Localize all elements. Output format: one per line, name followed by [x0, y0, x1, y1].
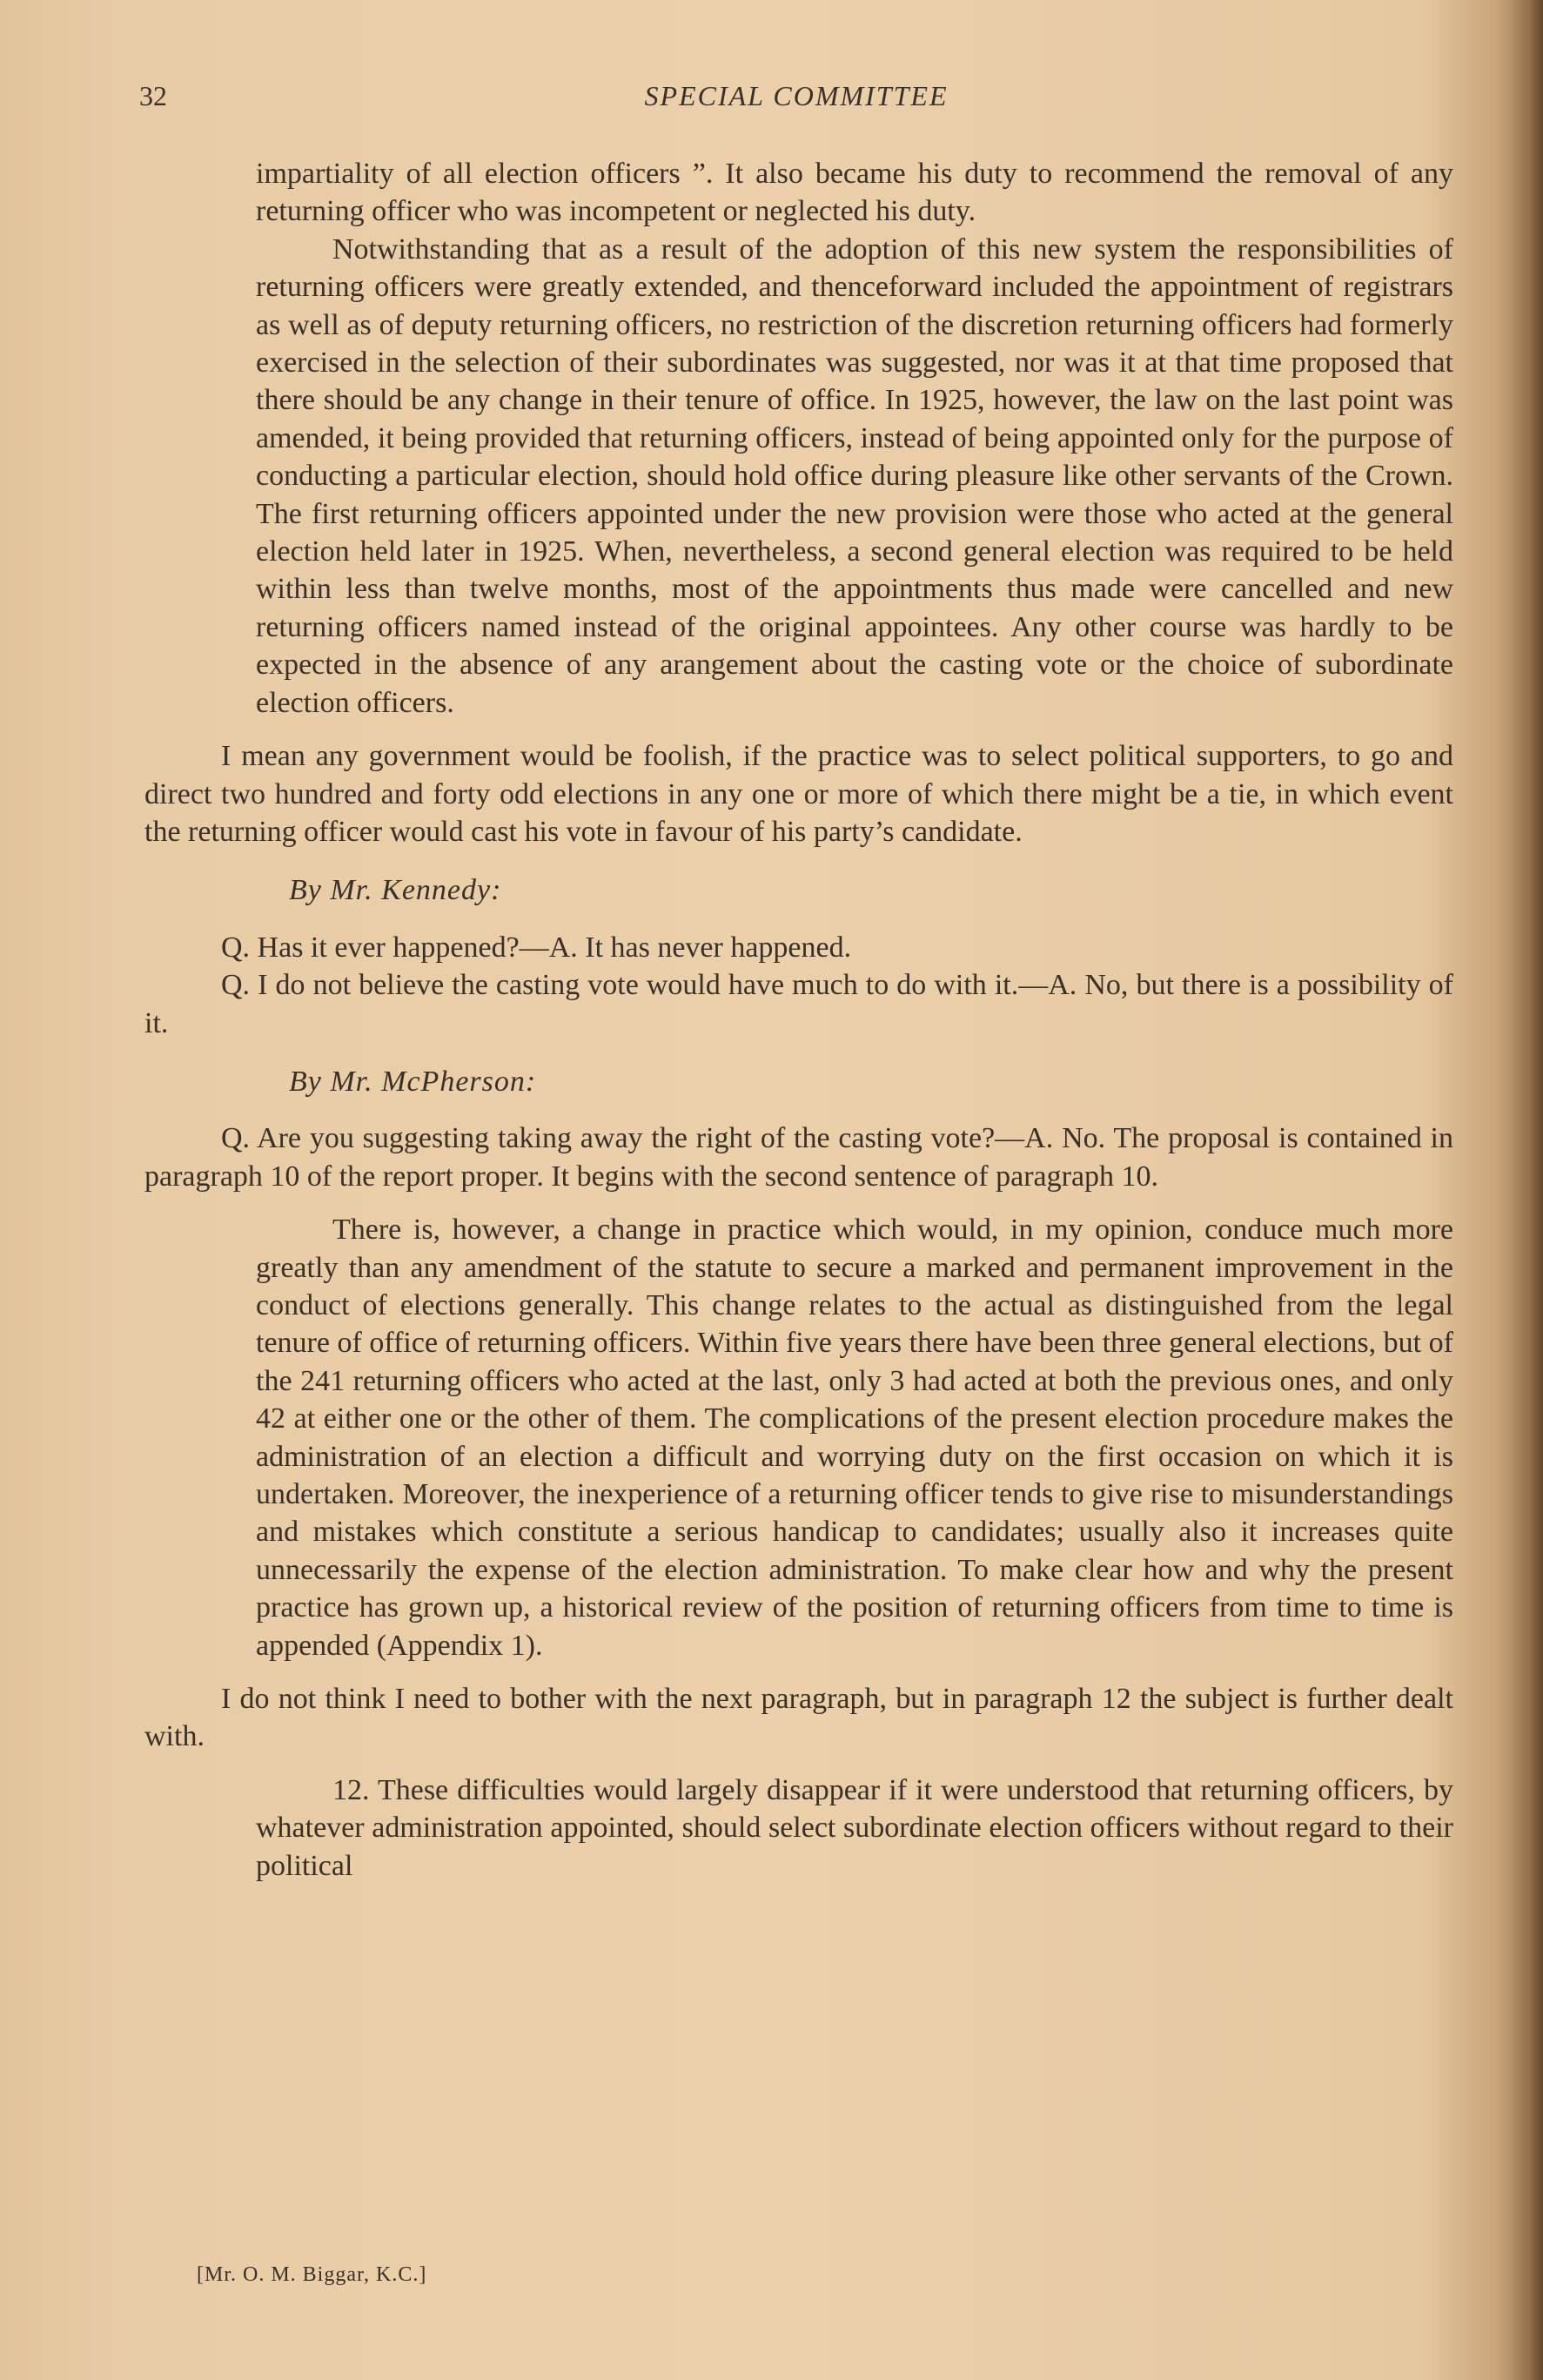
question-answer: Q. I do not believe the casting vote would have much to do with it.—A. No, but there is a possibility of it.: [144, 969, 1453, 1039]
quoted-paragraph: Notwithstanding that as a result of the adoption of this new system the responsibilities of returning officers were greatly extended, and thenceforward included the appointment of registrars as well as of deputy returning officers, no restriction of the discretion returning officers had formerly exercised in the selection of their subordinates was suggested, nor was it at that time proposed that there should be any change in their tenure of office. In 1925, however, the law on the last point was amended, it being provided that returning officers, instead of being appointed only for the purpose of conducting a particular election, should hold office during pleasure like other servants of the Crown. The first returning officers appointed under the new provision were those who acted at the general election held later in 1925. When, nevertheless, a second general election was required to be held within less than twelve months, most of the appointments thus made were cancelled and new returning officers named instead of the original appointees. Any other course was hardly to be expected in the absence of any arangement about the casting vote or the choice of subordinate election officers.: [256, 232, 1453, 719]
quoted-paragraph: 12. These difficulties would largely disappear if it were understood that returning officers, by whatever administration appointed, should select subordinate election officers without regard to their political: [256, 1773, 1453, 1882]
running-head: SPECIAL COMMITTEE: [644, 80, 949, 111]
page-edge-shadow: [1512, 0, 1543, 2380]
speaker-heading: By Mr. McPherson:: [289, 1065, 537, 1098]
question-answer: Q. Are you suggesting taking away the right of the casting vote?—A. No. The proposal is contained in paragraph 10 of the report proper. It begins with the second sentence of paragraph 10.: [144, 1122, 1453, 1193]
page-footer-speaker: [Mr. O. M. Biggar, K.C.]: [197, 2263, 427, 2286]
question-answer: Q. Has it ever happened?—A. It has never happened.: [221, 931, 852, 964]
testimony-paragraph: I do not think I need to bother with the next paragraph, but in paragraph 12 the subject is further dealt with.: [144, 1683, 1453, 1753]
page-header: [139, 80, 1453, 124]
page-body: [144, 155, 1453, 1885]
page-number: 32: [139, 80, 167, 111]
quoted-paragraph: There is, however, a change in practice which would, in my opinion, conduce much more greatly than any amendment of the statute to secure a marked and permanent improvement in the conduct of elections generally. This change relates to the actual as distinguished from the legal tenure of office of returning officers. Within five years there have been three general elections, but of the 241 returning officers who acted at the last, only 3 had acted at both the previous ones, and only 42 at either one or the other of them. The complications of the present election procedure makes the administration of an election a difficult and worrying duty on the first occasion on which it is undertaken. Moreover, the inexperience of a returning officer tends to give rise to misunderstandings and mistakes which constitute a serious handicap to candidates; usually also it increases quite unnecessarily the expense of the election administration. To make clear how and why the present practice has grown up, a historical review of the position of returning officers from time to time is appended (Appendix 1).: [256, 1214, 1453, 1662]
quoted-paragraph-continuation: impartiality of all election officers ”. It also became his duty to recommend the removal of any returning officer who was incompetent or neglected his duty.: [256, 158, 1453, 228]
testimony-paragraph: I mean any government would be foolish, if the practice was to select political supporters, to go and direct two hundred and forty odd elections in any one or more of which there might be a tie, in which event the returning officer would cast his vote in favour of his party’s candidate.: [144, 740, 1453, 848]
speaker-heading: By Mr. Kennedy:: [289, 874, 502, 907]
